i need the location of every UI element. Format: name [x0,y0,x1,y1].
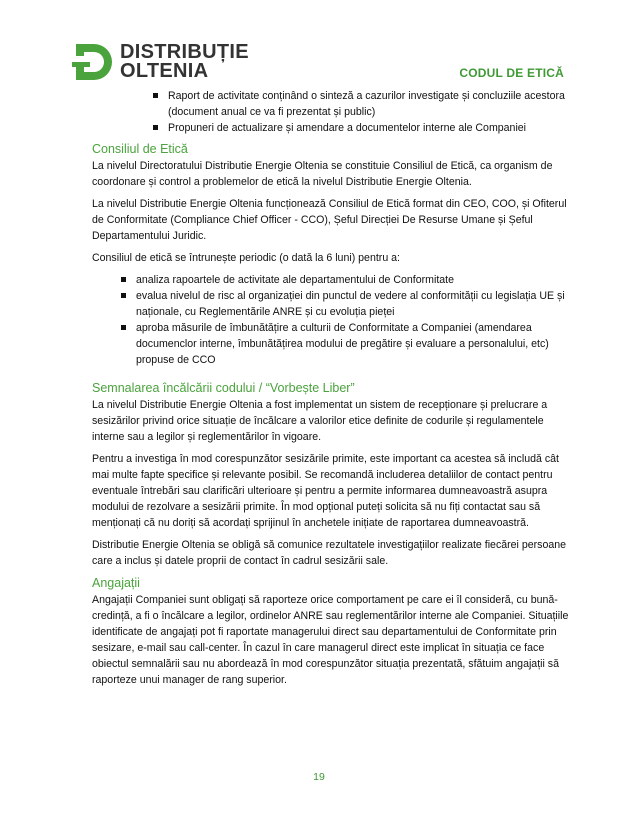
list-item: analiza rapoartele de activitate ale departamentului de Conformitate [118,272,570,288]
list-item: Propuneri de actualizare și amendare a documentelor interne ale Companiei [150,120,570,136]
paragraph: Angajații Companiei sunt obligați să raporteze orice comportament pe care ei îl consideră, cu bună-credință, a fi o încălcare a legilor, ordinelor ANRE sau reglementărilor interne ale Companiei. Situațiile identificate de angajați pot fi raportate managerului direct sau departamentului de Conformitate prin sesizare, e-mail sau call-center. În cazul în care managerul direct este implicat în situația ce face obiectul semnalării sau nu abordează în mod corespunzător situația prezentată, sfătuim angajații să raporteze unui manager de rang superior. [92,594,569,686]
logo-mark-icon [70,40,116,84]
paragraph: Pentru a investiga în mod corespunzător sesizările primite, este important ca acestea să includă cât mai multe fapte specifice și relevante posibil. Se recomandă includerea detaliilor de contact pentru eventuale întrebări sau clarificări ulterioare și pentru a permite informarea dumneavoastră asupra modului de rezolvare a sesizării primite. În mod opțional puteți solicita să nu fiți contactat sau să menționați că nu doriți să acordați sprijinul în anchetele inițiate de raportarea dumneavoastră. [92,453,559,529]
logo-line-1: DISTRIBUȚIE [120,41,249,63]
section-heading-angajati: Angajații [92,576,140,590]
paragraph: La nivelul Distributie Energie Oltenia funcționează Consiliul de Etică format din CEO, COO, și Ofiterul de Conformitate (Compliance Chief Officer - CCO), Șeful Direcției De Resurse Umane și Șeful Departamentului Juridic. [92,198,567,242]
paragraph: La nivelul Distributie Energie Oltenia a fost implementat un sistem de recepționare și prelucrare a sesizărilor privind orice situație de încălcare a valorilor etice definite de codurile și regulamentele interne sau a legilor și reglementărilor în vigoare. [92,399,548,443]
list-item: Raport de activitate conținând o sinteză a cazurilor investigate și concluziile acestora (document anual ce va fi prezentat și public) [150,88,570,120]
council-duties-list [118,272,570,368]
paragraph: Consiliul de etică se întrunește periodic (o dată la 6 luni) pentru a: [92,252,400,264]
report-bullet-list [150,88,570,136]
section-heading-semnalare: Semnalarea încălcării codului / “Vorbește Liber” [92,381,355,395]
section-heading-consiliu: Consiliul de Etică [92,142,188,156]
page-number: 19 [313,771,325,783]
main-content [92,88,570,694]
company-logo [70,40,260,84]
logo-wordmark [120,43,249,81]
logo-line-2: OLTENIA [120,60,209,82]
paragraph: Distributie Energie Oltenia se obligă să comunice rezultatele investigațiilor realizate fiecărei persoane care a inclus și datele proprii de contact în cadrul sesizării sale. [92,539,567,567]
list-item: evalua nivelul de risc al organizației din punctul de vedere al conformității cu legislația UE și naționale, cu Reglementările ANRE și cu evoluția pieței [118,288,570,320]
list-item: aproba măsurile de îmbunătățire a culturii de Conformitate a Companiei (amendarea documenclor interne, îmbunătățirea modului de pregătire și evaluare a personalului, etc) propuse de CCO [118,320,570,368]
paragraph: La nivelul Directoratului Distributie Energie Oltenia se constituie Consiliul de Etică, ca organism de coordonare și control a problemelor de etică la nivelul Distributie Energie Oltenia. [92,160,553,188]
document-title: CODUL DE ETICĂ [459,66,564,80]
